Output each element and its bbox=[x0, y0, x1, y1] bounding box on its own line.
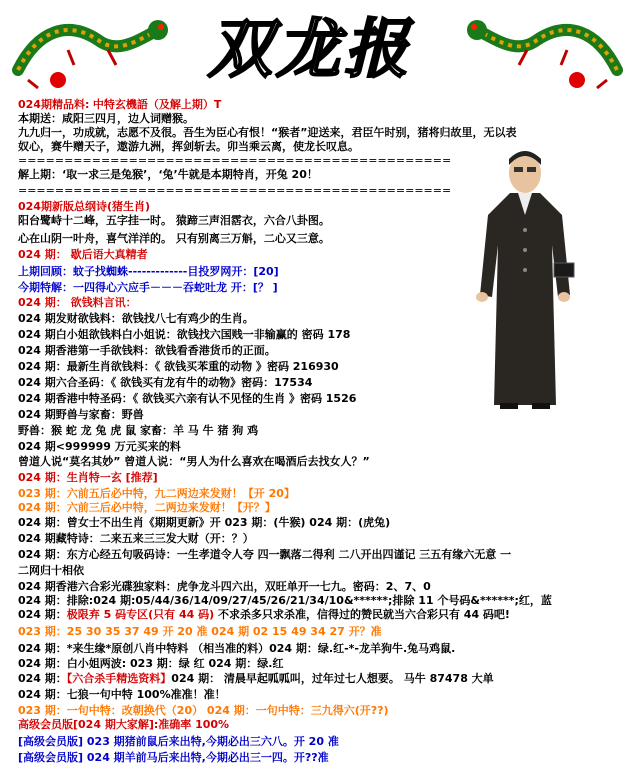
text-line bbox=[18, 440, 181, 453]
text-line bbox=[18, 184, 451, 197]
text-line bbox=[18, 312, 254, 325]
text-segment: 解上期：‘取一求三是兔猴’，‘兔’牛就是本期特肖，开兔 20！ bbox=[18, 168, 318, 181]
text-line bbox=[18, 376, 312, 389]
text-segment: 024 期： 歇后语大真精者 bbox=[18, 248, 148, 261]
text-segment: 024 期藏特诗：二来五来三三发大财（开：？） bbox=[18, 532, 254, 545]
text-segment: 024 期：最新生肖欲钱料：《 欲钱买苯重的动物 》密码 216930 bbox=[18, 360, 339, 373]
header-banner bbox=[0, 0, 635, 95]
text-line bbox=[18, 704, 389, 717]
text-segment: 高级会员版[024 期大家解]:准确率 100% bbox=[18, 718, 230, 731]
text-segment: 奴心，赛牛赠天子，遨游九洲，挥剑斩去。卯当乘云离，使龙长叹息。 bbox=[18, 140, 359, 153]
text-segment: 不求杀多只求杀准，信得过的赞民就当六合彩只有 44 码吧! bbox=[214, 608, 510, 621]
text-line bbox=[18, 200, 150, 213]
text-segment: 024 期： 清晨早起呱呱叫，过年过七人想要。 马牛 87478 大单 bbox=[171, 672, 494, 685]
text-line bbox=[18, 735, 339, 748]
text-segment: 024 期<999999 万元买来的料 bbox=[18, 440, 181, 453]
text-segment: 本期送：咸阳三四月，边人词赠猴。 bbox=[18, 112, 194, 125]
text-line bbox=[18, 718, 229, 731]
text-segment: [高级会员版] 023 期猪前鼠后来出特,今期必出三六八。开 20 准 bbox=[18, 735, 339, 748]
text-line bbox=[18, 281, 278, 294]
text-line bbox=[18, 501, 276, 514]
text-line bbox=[18, 140, 359, 153]
text-line bbox=[18, 548, 511, 561]
text-segment: 024 期：东方心经五句吸码诗：一生孝道令人夸 四一飘落二得利 二八开出四谨记 三五有缘六无意 一 bbox=[18, 548, 512, 561]
text-segment: 024 期发财欲钱料：欲钱找八七有鸡少的生肖。 bbox=[18, 312, 254, 325]
text-segment: 今期特解：一四得心六应手－－－吞蛇吐龙 开：[？ ] bbox=[18, 281, 278, 294]
text-segment: 024 期：六前三后必中特，二两边来发财！【开？】 bbox=[18, 501, 276, 514]
text-line bbox=[18, 232, 330, 245]
text-segment: =============================================== bbox=[18, 184, 452, 197]
left-dragon-icon bbox=[8, 10, 173, 95]
text-line bbox=[18, 112, 194, 125]
text-line bbox=[18, 328, 350, 341]
text-line bbox=[18, 608, 510, 621]
text-segment: 024 期香港六合彩光碟独家料：虎争龙斗四六出，双旺单开一七九。密码：2、7、0 bbox=[18, 580, 431, 593]
text-segment: 024 期香港中特圣码：《 欲钱买六亲有认不见怪的生肖 》密码 1526 bbox=[18, 392, 357, 405]
text-line bbox=[18, 672, 494, 685]
text-segment: 024 期：排除:024 期:05/44/36/14/09/27/45/26/21/34/10&******;排除 11 个号码&******;红，蓝 bbox=[18, 594, 552, 607]
text-segment: [高级会员版] 024 期羊前马后来出特,今期必出三一四。开??准 bbox=[18, 751, 329, 764]
text-segment: 阳台鹭峙十二峰，五字挂一时。 猿蹄三声泪霑衣，六合八卦图。 bbox=[18, 214, 330, 227]
text-line bbox=[18, 265, 279, 278]
text-line bbox=[18, 154, 451, 167]
text-line bbox=[18, 214, 330, 227]
text-segment: 024 期香港第一手欲钱料：欲钱看香港货币的正面。 bbox=[18, 344, 276, 357]
man-in-robe-photo bbox=[470, 145, 580, 410]
text-line bbox=[18, 424, 258, 437]
text-segment: =============================================== bbox=[18, 154, 452, 167]
text-line bbox=[18, 296, 137, 309]
text-segment: 024 期： bbox=[18, 672, 67, 685]
text-line bbox=[18, 392, 356, 405]
text-segment: 【六合杀手精选资料】 bbox=[66, 672, 172, 685]
text-line bbox=[18, 688, 226, 701]
text-line bbox=[18, 564, 84, 577]
text-line bbox=[18, 248, 148, 261]
text-segment: 024 期：曾女士不出生肖《期期更新》开 023 期：(牛猴) 024 期：(虎兔) bbox=[18, 516, 391, 529]
text-segment: 九九归一，功成就，志愿不及很。吾生为臣心有恨！“猴者”迎送来，君臣午时别，猪将归故里，无以表 bbox=[18, 126, 517, 139]
text-line bbox=[18, 625, 382, 638]
text-segment: 024 期： bbox=[18, 608, 67, 621]
text-segment: 野兽：猴 蛇 龙 兔 虎 鼠 家畜：羊 马 牛 猪 狗 鸡 bbox=[18, 424, 259, 437]
text-line bbox=[18, 532, 254, 545]
text-segment: 024期新版总纲诗(猪生肖) bbox=[18, 200, 151, 213]
text-segment: 023 期：六前五后必中特，九二两边来发财！【开 20】 bbox=[18, 487, 295, 500]
text-line bbox=[18, 344, 276, 357]
text-segment: 曾道人说“莫名其妙” 曾道人说：“男人为什么喜欢在喝酒后去找女人？” bbox=[18, 455, 370, 468]
text-line bbox=[18, 580, 431, 593]
text-segment: 023 期：一句中特：改朝换代（20） 024 期：一句中特：三九得六(开??) bbox=[18, 704, 389, 717]
text-line bbox=[18, 516, 390, 529]
text-line bbox=[18, 657, 283, 670]
text-line bbox=[18, 642, 455, 655]
text-line bbox=[18, 168, 318, 181]
text-line bbox=[18, 487, 295, 500]
text-segment: 心在山阴一叶舟，喜气洋洋的。 只有别离三万斛，二心又三意。 bbox=[18, 232, 330, 245]
page-title: 双龙报 bbox=[208, 12, 412, 87]
text-segment: 024 期：生肖特一玄 [推荐] bbox=[18, 471, 158, 484]
text-segment: 024 期：白小姐两波: 023 期：绿 红 024 期：绿.红 bbox=[18, 657, 284, 670]
right-dragon-icon bbox=[462, 10, 627, 95]
text-line bbox=[18, 471, 158, 484]
text-segment: 中特玄機語（及解上期）T bbox=[92, 98, 222, 111]
text-line bbox=[18, 594, 552, 607]
text-segment: 024 期：*来生缘*原创八肖中特料 （相当准的料）024 期：绿.红-*-龙羊狗牛.兔马鸡鼠. bbox=[18, 642, 456, 655]
text-segment: 024期精品料: bbox=[18, 98, 90, 111]
text-line bbox=[18, 126, 516, 139]
text-line bbox=[18, 408, 144, 421]
text-segment: 024 期六合圣码：《 欲钱买有龙有牛的动物》密码：17534 bbox=[18, 376, 313, 389]
text-segment: 023 期：25 30 35 37 49 开 20 准 024 期 02 15 49 34 27 开？准 bbox=[18, 625, 382, 638]
text-line bbox=[18, 360, 339, 373]
text-segment: 024 期白小姐欲钱料白小姐说：欲钱找六国贱一非输赢的 密码 178 bbox=[18, 328, 351, 341]
text-segment: 上期回顾：蚊子找蜘蛛-------------目投罗网开：[20] bbox=[18, 265, 279, 278]
text-segment: 024 期： 欲钱料言讯： bbox=[18, 296, 137, 309]
text-line bbox=[18, 751, 329, 764]
text-segment: 极限弃 5 码专区(只有 44 码) bbox=[66, 608, 215, 621]
text-line bbox=[18, 98, 221, 111]
text-line bbox=[18, 455, 370, 468]
text-segment: 024 期：七狼一句中特 100%准准！准！ bbox=[18, 688, 226, 701]
text-segment: 024 期野兽与家畜：野兽 bbox=[18, 408, 144, 421]
text-segment: 二网归十相依 bbox=[18, 564, 84, 577]
